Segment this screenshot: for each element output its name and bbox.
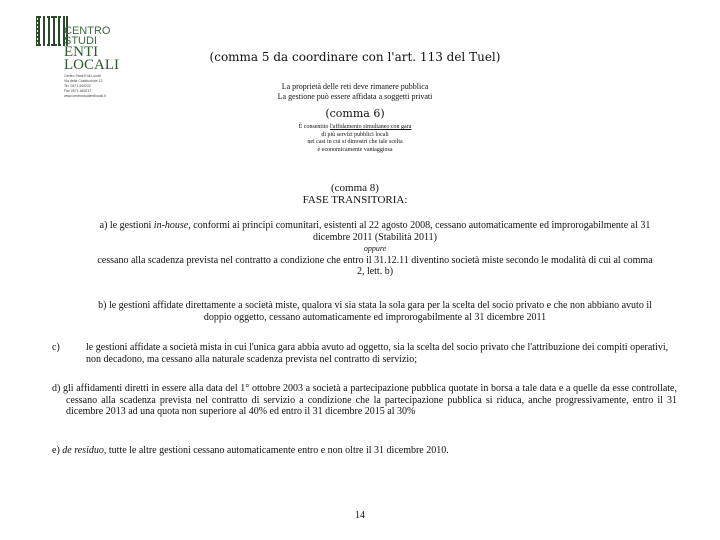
text: oppure [363,244,387,253]
text-line: La proprietà delle reti deve rimanere pubblica [281,82,429,91]
text: e) [52,445,63,456]
underlined-text: l'affidamento simultaneo con gara [329,124,412,130]
heading: (comma 8) [331,182,379,194]
contact-line: Via della Costituzione 13 [64,79,103,83]
text: È consentito [298,124,330,130]
text: cessano alla scadenza prevista nel contratto a condizione che entro il 31.12.11 diventino società miste secondo le modalità di cui al comma 2, lett. b) [97,254,653,277]
heading: FASE TRANSITORIA: [302,194,408,206]
logo-text: ENTI [64,44,99,60]
text: , conformi ai principi comunitari, esistenti al 22 agosto 2008, cessano automaticamente ed improrogabilmente al 31 dicembre 2011 (Stabilità 2011) [188,220,651,243]
contact-line: Fax 0571 469237 [64,89,92,93]
contact-line: Centro Studi Enti Locali [64,74,101,78]
text-line: di più servizi pubblici locali [321,131,389,138]
contact-line: Tel. 0571 469222 [64,84,91,88]
text [95,243,655,255]
text-line: nei casi in cui si dimostri che tale scelta [307,139,403,145]
logo-text: STUDI [64,35,97,47]
logo-text: LOCALI [64,57,119,73]
label: c) [52,342,60,353]
heading-comma6: (comma 6) [325,107,385,120]
contact-line: www.centrostudientilocali.it [64,94,106,98]
text-line: La gestione può essere affidata a soggetti privati [277,92,433,101]
text: in-house [153,220,189,231]
heading-comma5: (comma 5 da coordinare con l'art. 113 del Tuel) [209,50,501,64]
item-d: d) gli affidamenti diretti in essere alla data del 1° ottobre 2003 a società a partecipazione pubblica quotate in borsa a tale data e a quelle da esse controllate, cessano alla scadenza prevista nel contratto di servizio a condizione che la partecipazione pubblica si riduca, anche progressivamente, entro il 31 dicembre 2013 ad una quota non superiore al 40% ed entro il 31 dicembre 2015 al 30% [52,383,677,417]
text-line: è economicamente vantaggiosa [317,146,393,153]
logo-text: CENTRO [64,25,111,37]
item-b: b) le gestioni affidate direttamente a società miste, qualora vi sia stata la sola gara per la scelta del socio privato e che non abbiano avuto il doppio oggetto, cessano automaticamente ed improrogabilmente al 31 dicembre 2011 [98,300,652,323]
item-e [52,445,677,456]
text: , tutte le altre gestioni cessano automaticamente entro e non oltre il 31 dicembre 2010. [103,445,449,456]
text [95,220,655,243]
text: le gestioni affidate a società mista in cui l'unica gara abbia avuto ad oggetto, sia la scelta del socio privato che l'attribuzione dei compiti operativi, non decadono, ma cessano alla naturale scadenza prevista nel contratto di servizio; [86,342,669,365]
page-number: 14 [355,510,365,521]
text-line [115,124,595,132]
heading-comma8 [115,182,595,206]
text: de residuo [62,445,104,456]
item-a [95,220,655,278]
comma6-text [115,124,595,154]
text: a) le gestioni [99,220,154,231]
item-c [52,342,677,365]
comma5-text [115,82,595,102]
